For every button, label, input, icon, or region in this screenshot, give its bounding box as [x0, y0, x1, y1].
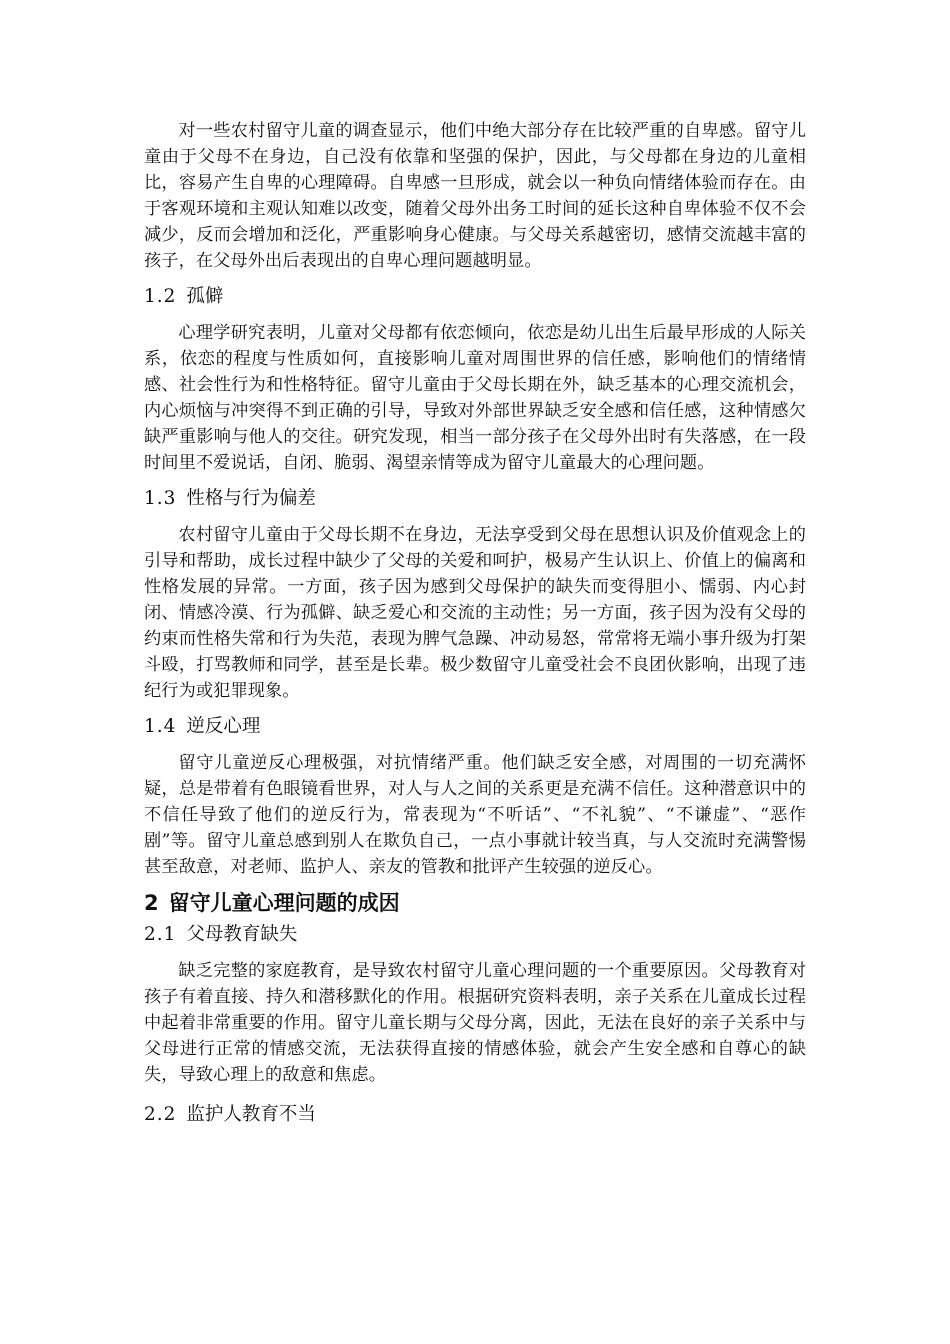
heading-number: 2.1	[144, 924, 177, 945]
heading-title: 监护人教育不当	[186, 1104, 316, 1125]
heading-number: 1.4	[144, 716, 177, 737]
heading-title: 父母教育缺失	[186, 924, 298, 945]
heading-title: 性格与行为偏差	[186, 488, 316, 509]
paragraph-isolation: 心理学研究表明，儿童对父母都有依恋倾向，依恋是幼儿出生后最早形成的人际关系，依恋的程度与性质如何，直接影响儿童对周围世界的信任感，影响他们的情绪情感、社会性行为和性格特征。留守儿童由于父母长期在外，缺乏基本的心理交流机会，内心烦恼与冲突得不到正确的引导，导致对外部世界缺乏安全感和信任感，这种情感欠缺严重影响与他人的交往。研究发现，相当一部分孩子在父母外出时有失落感，在一段时间里不爱说话，自闭、脆弱、渴望亲情等成为留守儿童最大的心理问题。	[144, 323, 806, 473]
heading-number: 1.2	[144, 286, 177, 307]
paragraph-rebellion: 留守儿童逆反心理极强，对抗情绪严重。他们缺乏安全感，对周围的一切充满怀疑，总是带着有色眼镜看世界，对人与人之间的关系更是充满不信任。这种潜意识中的不信任导致了他们的逆反行为，常表现为“不听话”、“不礼貌”、“不谦虚”、“恶作剧”等。留守儿童总感到别人在欺负自己，一点小事就计较当真，与人交流时充满警惕甚至敌意，对老师、监护人、亲友的管教和批评产生较强的逆反心。	[144, 753, 806, 877]
heading-title: 孤僻	[186, 286, 224, 307]
heading-1-3	[144, 486, 806, 512]
document-body	[144, 118, 806, 1128]
heading-1-2	[144, 284, 806, 310]
heading-1-4	[144, 714, 806, 740]
heading-title: 留守儿童心理问题的成因	[168, 891, 400, 915]
paragraph-behavior: 农村留守儿童由于父母长期不在身边，无法享受到父母在思想认识及价值观念上的引导和帮助，成长过程中缺少了父母的关爱和呵护，极易产生认识上、价值上的偏离和性格发展的异常。一方面，孩子因为感到父母保护的缺失而变得胆小、懦弱、内心封闭、情感冷漠、行为孤僻、缺乏爱心和交流的主动性；另一方面，孩子因为没有父母的约束而性格失常和行为失范，表现为脾气急躁、冲动易怒，常常将无端小事升级为打架斗殴，打骂教师和同学，甚至是长辈。极少数留守儿童受社会不良团伙影响，出现了违纪行为或犯罪现象。	[144, 525, 806, 701]
heading-number: 2	[144, 891, 159, 915]
heading-2-1	[144, 922, 806, 948]
paragraph-parent-education: 缺乏完整的家庭教育，是导致农村留守儿童心理问题的一个重要原因。父母教育对孩子有着直接、持久和潜移默化的作用。根据研究资料表明，亲子关系在儿童成长过程中起着非常重要的作用。留守儿童长期与父母分离，因此，无法在良好的亲子关系中与父母进行正常的情感交流，无法获得直接的情感体验，就会产生安全感和自尊心的缺失，导致心理上的敌意和焦虑。	[144, 961, 806, 1085]
paragraph-inferiority: 对一些农村留守儿童的调查显示，他们中绝大部分存在比较严重的自卑感。留守儿童由于父母不在身边，自己没有依靠和坚强的保护，因此，与父母都在身边的儿童相比，容易产生自卑的心理障碍。自卑感一旦形成，就会以一种负向情绪体验而存在。由于客观环境和主观认知难以改变，随着父母外出务工时间的延长这种自卑体验不仅不会减少，反而会增加和泛化，严重影响身心健康。与父母关系越密切，感情交流越丰富的孩子，在父母外出后表现出的自卑心理问题越明显。	[144, 121, 806, 271]
heading-title: 逆反心理	[186, 716, 261, 737]
heading-number: 1.3	[144, 488, 177, 509]
heading-2-2	[144, 1102, 806, 1128]
heading-2	[144, 888, 806, 918]
heading-number: 2.2	[144, 1104, 177, 1125]
